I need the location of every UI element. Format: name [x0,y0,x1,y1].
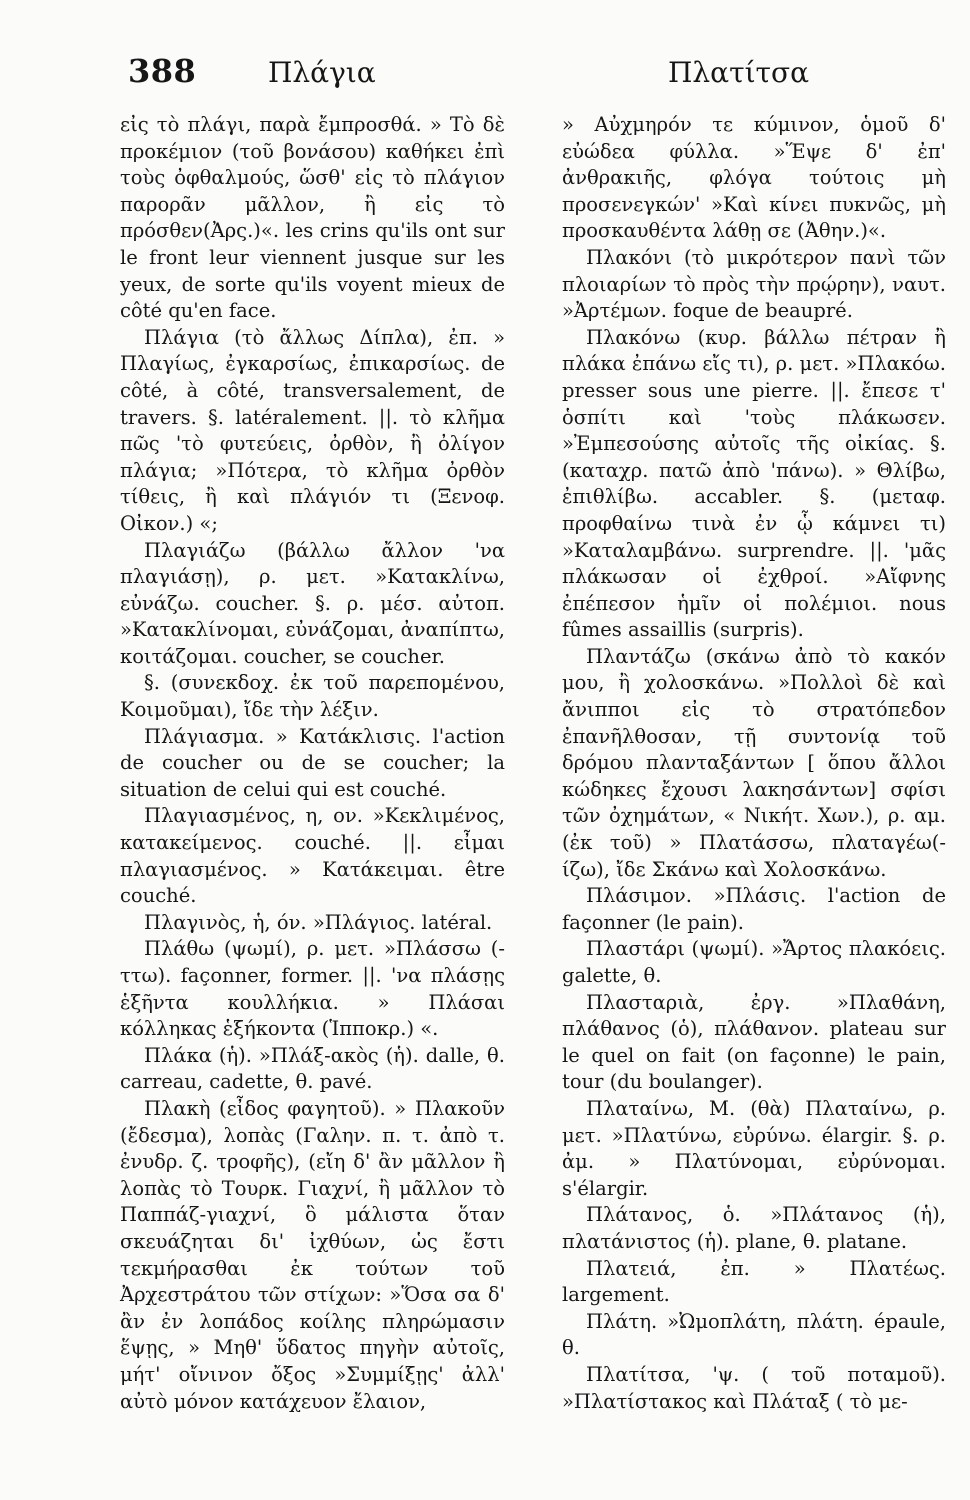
dictionary-entry: Πλαγιάζω (βάλλω ἄλλον 'να πλαγιάσῃ), ρ. μετ. »Κατακλίνω, εὐνάζω. coucher. §. ρ. μέσ. αὐτοπ. »Κατακλίνομαι, εὐνάζομαι, ἀναπίπτω, κοιτάζομαι. coucher, se coucher. [120,538,505,668]
dictionary-entry: Πλάσιμον. »Πλάσις. l'action de façonner (le pain). [562,884,946,934]
dictionary-entry: Πλάγια (τὸ ἄλλως Δίπλα), ἐπ. » Πλαγίως, ἐγκαρσίως, ἐπικαρσίως. de côté, à côté, transversalement, de travers. §. latéralement. ||. τὸ κλῆμα πῶς 'τὸ φυτεύεις, ὀρθὸν, ἢ ὀλίγον πλάγια; »Πότερα, τὸ κλῆμα ὀρθὸν τίθεις, ἢ καὶ πλάγιόν τι (Ξενοφ. Οἰκον.) «; [120,325,505,535]
dictionary-entry: Πλαταίνω, M. (θὰ) Πλαταίνω, ρ. μετ. »Πλατύνω, εὐρύνω. élargir. §. ρ. ἀμ. » Πλατύνομαι, εὐρύνομαι. s'élargir. [562,1096,946,1200]
dictionary-entry: Πλαγιασμένος, η, ον. »Κεκλιμένος, κατακείμενος. couché. ||. εἶμαι πλαγιασμένος. » Κατάκειμαι. être couché. [120,804,505,908]
dictionary-entry: Πλακὴ (εἶδος φαγητοῦ). » Πλακοῦν (ἔδεσμα), λοπὰς (Γαλην. π. τ. ἀπὸ τ. ἐνυδρ. ζ. τροφῆς), (εἴη δ' ἂν μᾶλλον ἢ λοπὰς τὸ Τουρκ. Γιαχνί, ἢ μᾶλλον τὸ Παππάζ-γιαχνί, ὃ μάλιστα ὅταν σκευάζηται δι' ἰχθύων, ὡς ἔστι τεκμήρασθαι ἐκ τούτων τοῦ Ἀρχεστράτου τῶν στίχων: »Ὅσα σα δ' ἂν ἐν λοπάδος κοίλης πληρώμασιν ἕψῃς, » Μηθ' ὕδατος πηγὴν αὐτοῖς, μήτ' οἴνινον ὄξος »Συμμίξῃς' ἀλλ' αὐτὸ μόνον κατάχευον ἔλαιον, [120,1096,505,1413]
dictionary-entry: Πλακόνι (τὸ μικρότερον πανὶ τῶν πλοιαρίων τὸ πρὸς τὴν πρῴρην), ναυτ. »Ἀρτέμων. foque de beaupré. [562,245,946,323]
dictionary-entry: Πλάθω (ψωμί), ρ. μετ. »Πλάσσω (-ττω). façonner, former. ||. 'να πλάσῃς ἑξῆντα κουλλήκια. » Πλάσαι κόλληκας ἑξήκοντα (Ἱπποκρ.) «. [120,937,505,1041]
dictionary-entry: Πλαστάρι (ψωμί). »Ἄρτος πλακόεις. galette, θ. [562,937,946,987]
dictionary-entry: Πλαγινὸς, ἡ, όν. »Πλάγιος. latéral. [144,910,493,934]
dictionary-entry: Πλάγιασμα. » Κατάκλισις. l'action de coucher ou de se coucher; la situation de celui qui est couché. [120,724,505,801]
dictionary-entry: εἰς τὸ πλάγι, παρὰ ἔμπροσθά. » Τὸ δὲ προκέμιον (τοῦ βονάσου) καθήκει ἐπὶ τοὺς ὀφθαλμούς, ὥσθ' εἰς τὸ πλάγιον παρορᾶν μᾶλλον, ἢ εἰς τὸ πρόσθεν(Ἀρς.)«. les crins qu'ils ont sur le front leur viennent jusque sur les yeux, de sorte qu'ils voyent mieux de côté qu'en face. [120,113,505,323]
dictionary-entry: Πλαντάζω (σκάνω ἀπὸ τὸ κακόν μου, ἢ χολοσκάνω. »Πολλοὶ δὲ καὶ ἄνιπποι εἰς τὸ στρατόπεδον ἐπανῆλθοσαν, τῇ συντονίᾳ τοῦ δρόμου πλανταξάντων [ ὅπου ἄλλοι κώδηκες ἔχουσι λακησάντων] σφίσι τῶν ὀχημάτων, « Νικήτ. Χων.), ρ. αμ. (ἐκ τοῦ) » Πλατάσσω, πλαταγέω(-ίζω), ἴδε Σκάνω καὶ Χολοσκάνω. [562,644,946,881]
dictionary-entry: Πλάκα (ἡ). »Πλάξ-ακὸς (ἡ). dalle, θ. carreau, cadette, θ. pavé. [120,1043,505,1094]
dictionary-entry: §. (συνεκδοχ. ἐκ τοῦ παρεπομένου, Κοιμοῦμαι), ἴδε τὴν λέξιν. [120,671,505,722]
page-header [128,52,948,102]
right-running-headword: Πλατίτσα [668,56,810,89]
left-running-headword: Πλάγια [268,56,376,89]
page-number: 388 [128,52,197,90]
dictionary-entry: Πλασταριὰ, ἐργ. »Πλαθάνη, πλάθανος (ὁ), πλάθανον. plateau sur le quel on fait (on façonne) le pain, tour (du boulanger). [562,990,946,1094]
dictionary-entry: » Αὐχμηρόν τε κύμινον, ὁμοῦ δ' εὐώδεα φύλλα. »Ἕψε δ' ἐπ' ἀνθρακιῆς, φλόγα τούτοις μὴ προσενεγκών' »Καὶ κίνει πυκνῶς, μὴ προσκαυθέντα λάθῃ σε (Ἀθην.)«. [562,113,946,243]
dictionary-entry: Πλάτη. »Ὠμοπλάτη, πλάτη. épaule, θ. [562,1309,946,1360]
left-column [120,112,505,1415]
dictionary-entry: Πλακόνω (κυρ. βάλλω πέτραν ἢ πλάκα ἐπάνω εἴς τι), ρ. μετ. »Πλακόω. presser sous une pierre. ||. ἔπεσε τ' ὁσπίτι καὶ 'τοὺς πλάκωσεν. »Ἐμπεσούσης αὐτοῖς τῆς οἰκίας. §. (καταχρ. πατῶ ἀπὸ 'πάνω). » Θλίβω, ἐπιθλίβω. accabler. §. (μεταφ. προφθαίνω τινὰ ἐν ᾧ κάμνει τι) »Καταλαμβάνω. surprendre. ||. 'μᾶς πλάκωσαν οἱ ἐχθροί. »Αἴφνης ἐπέπεσον ἡμῖν οἱ πολέμιοι. nous fûmes assaillis (surpris). [562,325,946,642]
right-column [562,112,946,1415]
dictionary-entry: Πλατειά, ἐπ. » Πλατέως. largement. [562,1256,946,1307]
dictionary-entry: Πλάτανος, ὁ. »Πλάτανος (ἡ), πλατάνιστος (ἡ). plane, θ. platane. [562,1203,946,1253]
dictionary-entry: Πλατίτσα, 'ψ. ( τοῦ ποταμοῦ). »Πλατίστακος καὶ Πλάταξ ( τὸ με- [562,1362,946,1413]
